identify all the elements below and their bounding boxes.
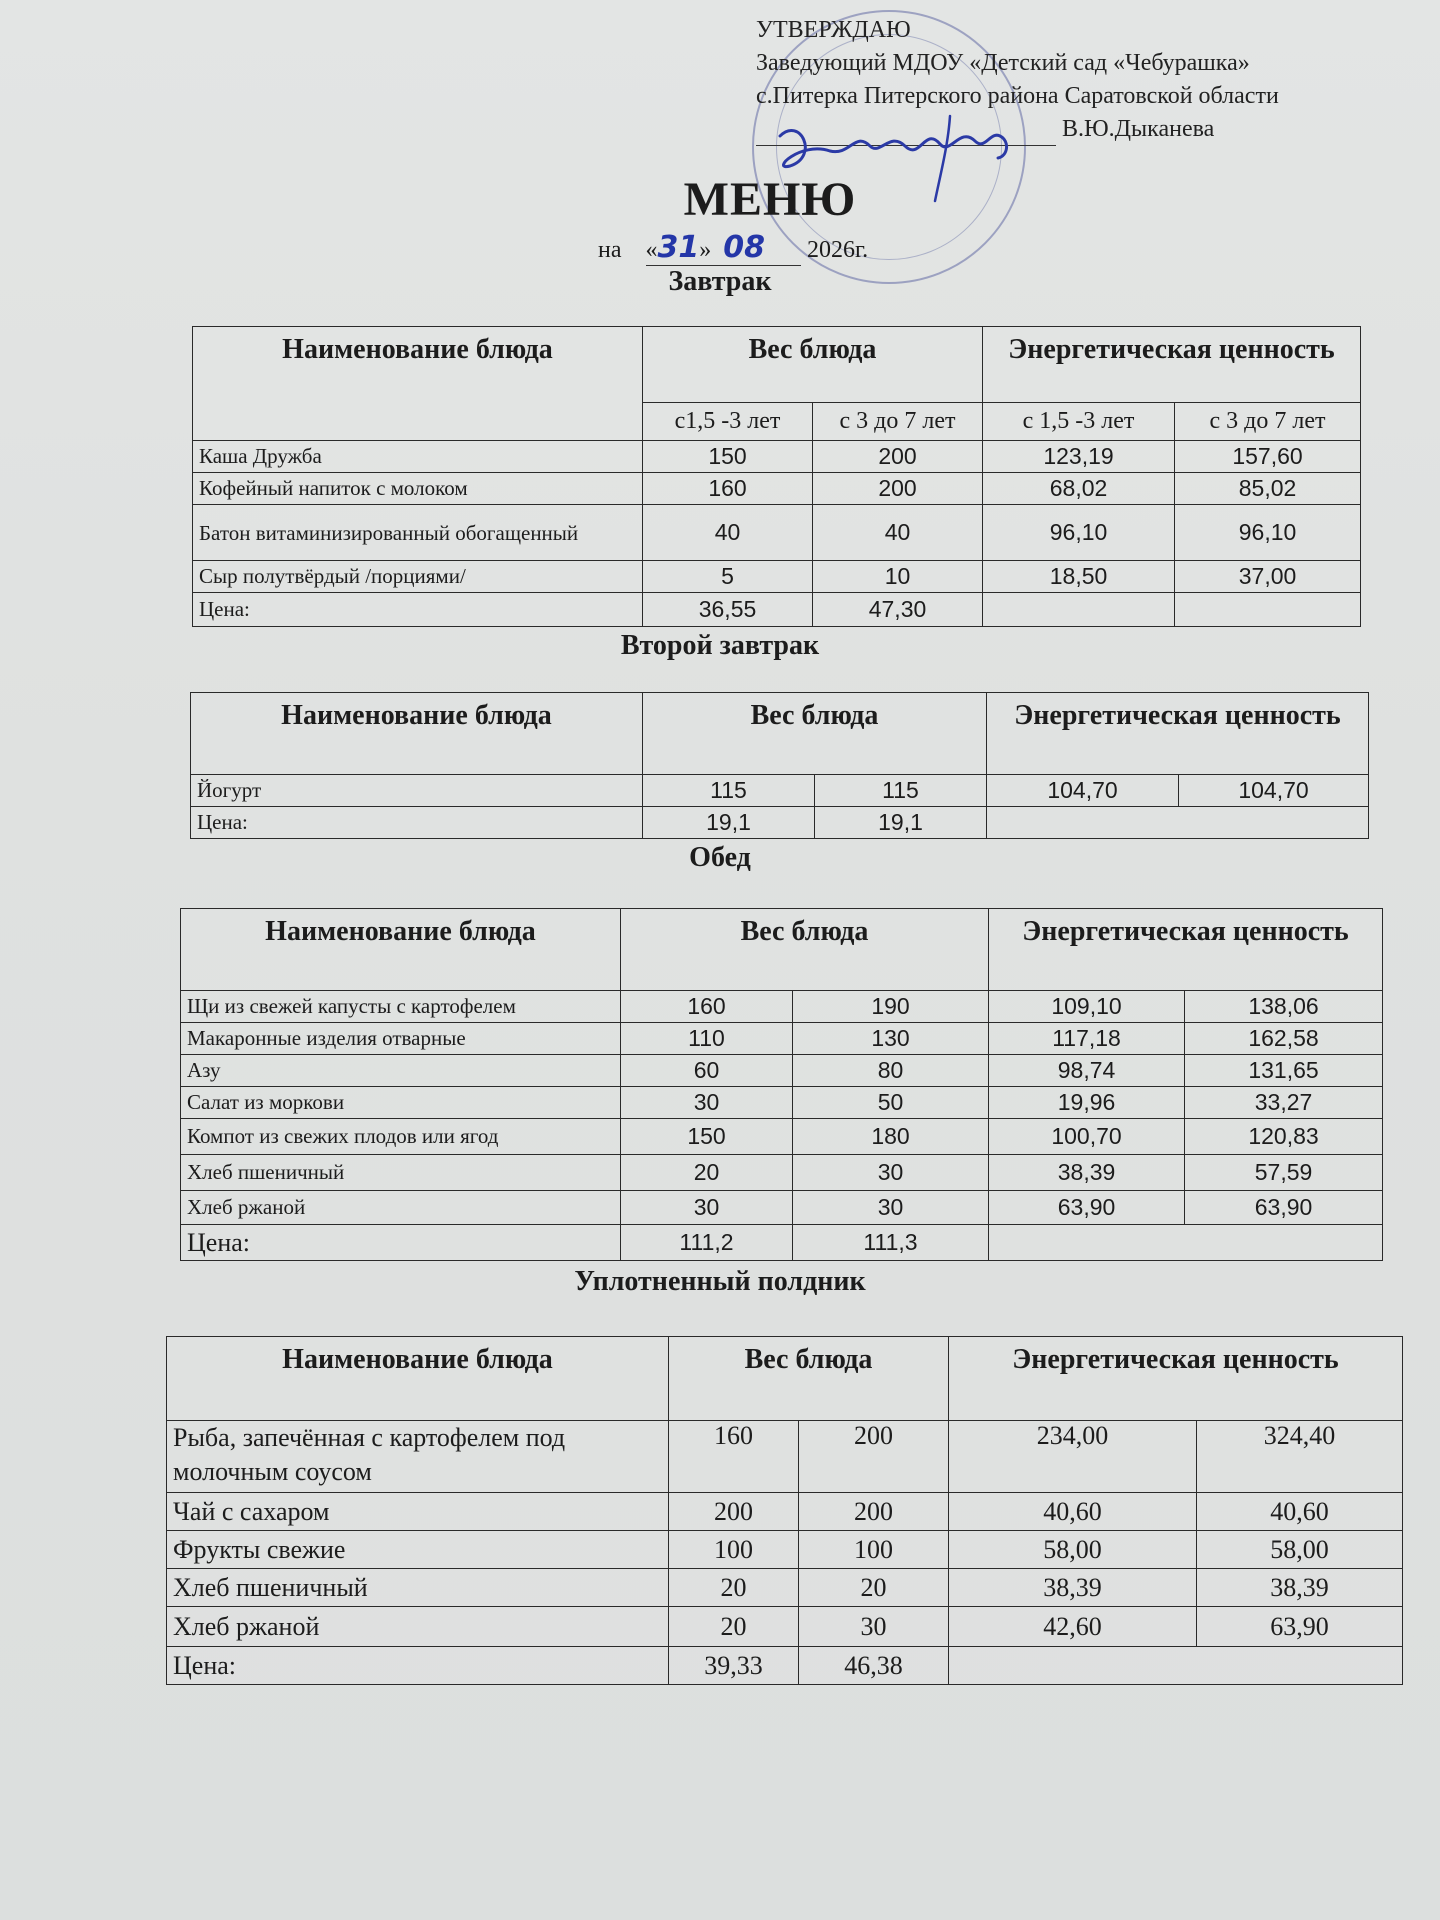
price-value: 111,2	[621, 1225, 793, 1261]
price-value: 47,30	[813, 593, 983, 627]
page-title: МЕНЮ	[683, 173, 857, 226]
price-row: Цена: 111,2 111,3	[181, 1225, 1383, 1261]
header-dish-name: Наименование блюда	[193, 327, 643, 441]
header-energy: Энергетическая ценность	[987, 693, 1369, 775]
section-title-lunch: Обед	[689, 842, 751, 873]
header-age-weight-2: с 3 до 7 лет	[813, 403, 983, 441]
header-dish-name: Наименование блюда	[181, 909, 621, 991]
menu-date	[598, 230, 868, 266]
price-value: 36,55	[643, 593, 813, 627]
header-weight: Вес блюда	[643, 327, 983, 403]
header-energy: Энергетическая ценность	[989, 909, 1383, 991]
date-day-field: «31» 08	[646, 230, 802, 266]
table-snack	[166, 1336, 1403, 1685]
approval-location: с.Питерка Питерского района Саратовской области	[756, 83, 1279, 109]
approval-heading: УТВЕРЖДАЮ	[756, 17, 911, 43]
table-row: Батон витаминизированный обогащенный 40 40 96,10 96,10	[193, 505, 1361, 561]
header-energy: Энергетическая ценность	[949, 1337, 1403, 1421]
price-row: Цена: 36,55 47,30	[193, 593, 1361, 627]
table-row: Щи из свежей капусты с картофелем 160 190 109,10 138,06	[181, 991, 1383, 1023]
header-age-energy-2: с 3 до 7 лет	[1175, 403, 1361, 441]
header-dish-name: Наименование блюда	[167, 1337, 669, 1421]
header-weight: Вес блюда	[621, 909, 989, 991]
table-row: Хлеб ржаной 30 30 63,90 63,90	[181, 1191, 1383, 1225]
date-prefix: на	[598, 237, 622, 263]
table-row: Компот из свежих плодов или ягод 150 180 100,70 120,83	[181, 1119, 1383, 1155]
table-row: Кофейный напиток с молоком 160 200 68,02 85,02	[193, 473, 1361, 505]
date-day: 31	[657, 230, 700, 265]
section-title-breakfast: Завтрак	[668, 266, 772, 297]
header-weight: Вес блюда	[643, 693, 987, 775]
table-row: Азу 60 80 98,74 131,65	[181, 1055, 1383, 1087]
table-row: Фрукты свежие 100 100 58,00 58,00	[167, 1531, 1403, 1569]
header-age-energy-1: с 1,5 -3 лет	[983, 403, 1175, 441]
section-title-second-breakfast: Второй завтрак	[620, 630, 820, 661]
approval-position: Заведующий МДОУ «Детский сад «Чебурашка»	[756, 50, 1250, 76]
header-energy: Энергетическая ценность	[983, 327, 1361, 403]
date-year: 2026г.	[807, 237, 869, 263]
price-value: 111,3	[793, 1225, 989, 1261]
table-row: Йогурт 115 115 104,70 104,70	[191, 775, 1369, 807]
header-dish-name: Наименование блюда	[191, 693, 643, 775]
table-row: Каша Дружба 150 200 123,19 157,60	[193, 441, 1361, 473]
table-row: Чай с сахаром 200 200 40,60 40,60	[167, 1493, 1403, 1531]
table-breakfast	[192, 326, 1361, 627]
table-row: Салат из моркови 30 50 19,96 33,27	[181, 1087, 1383, 1119]
price-row: Цена: 19,1 19,1	[191, 807, 1369, 839]
price-value: 19,1	[643, 807, 815, 839]
table-row: Хлеб пшеничный 20 20 38,39 38,39	[167, 1569, 1403, 1607]
table-row: Макаронные изделия отварные 110 130 117,18 162,58	[181, 1023, 1383, 1055]
table-row: Хлеб пшеничный 20 30 38,39 57,59	[181, 1155, 1383, 1191]
header-age-weight-1: с1,5 -3 лет	[643, 403, 813, 441]
header-weight: Вес блюда	[669, 1337, 949, 1421]
price-value: 19,1	[815, 807, 987, 839]
table-row: Хлеб ржаной 20 30 42,60 63,90	[167, 1607, 1403, 1647]
price-value: 39,33	[669, 1647, 799, 1685]
price-row: Цена: 39,33 46,38	[167, 1647, 1403, 1685]
table-row: Рыба, запечённая с картофелем под молочным соусом 160 200 234,00 324,40	[167, 1421, 1403, 1493]
table-second-breakfast	[190, 692, 1369, 839]
table-row: Сыр полутвёрдый /порциями/ 5 10 18,50 37,00	[193, 561, 1361, 593]
date-month: 08	[723, 230, 765, 265]
section-title-snack: Уплотненный полдник	[574, 1266, 866, 1297]
approval-signer: В.Ю.Дыканева	[1062, 116, 1215, 142]
price-value: 46,38	[799, 1647, 949, 1685]
table-lunch	[180, 908, 1383, 1261]
